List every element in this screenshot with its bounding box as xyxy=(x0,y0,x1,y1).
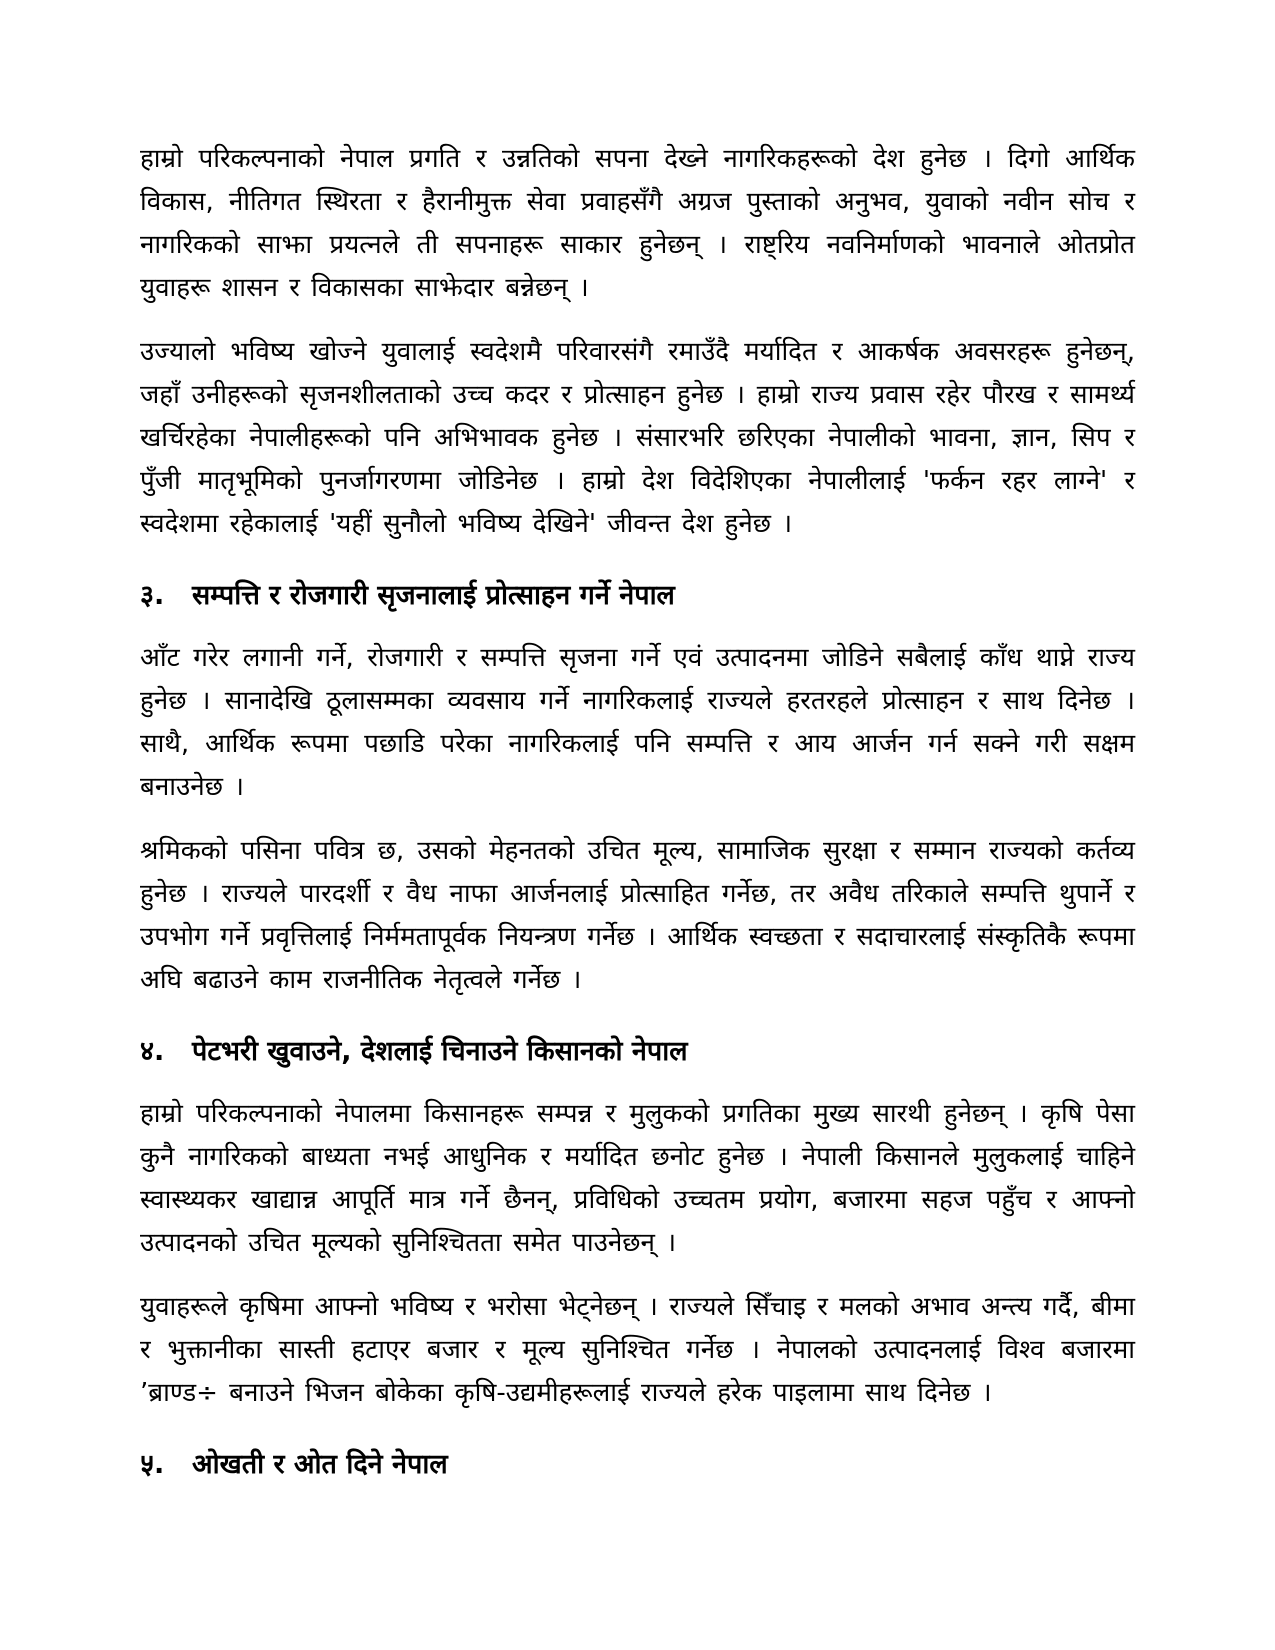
section-4-paragraph-2: युवाहरूले कृषिमा आफ्नो भविष्य र भरोसा भेट्नेछन् । राज्यले सिँचाइ र मलको अभाव अन्त्य गर्दै, बीमा र भुक्तानीका सास्ती हटाएर बजार र मूल्य सुनिश्चित गर्नेछ । नेपालको उत्पादनलाई विश्व बजारमा ’ब्राण्ड÷ बनाउने भिजन बोकेका कृषि-उद्यमीहरूलाई राज्यले हरेक पाइलामा साथ दिनेछ । xyxy=(140,1292,1135,1408)
intro-paragraph-1: हाम्रो परिकल्पनाको नेपाल प्रगति र उन्नतिको सपना देख्ने नागरिकहरूको देश हुनेछ । दिगो आर्थिक विकास, नीतिगत स्थिरता र हैरानीमुक्त सेवा प्रवाहसँगै अग्रज पुस्ताको अनुभव, युवाको नवीन सोच र नागरिकको साझा प्रयत्नले ती सपनाहरू साकार हुनेछन् । राष्ट्रिय नवनिर्माणको भावनाले ओतप्रोत युवाहरू शासन र विकासका साझेदार बन्नेछन् । xyxy=(140,144,1135,303)
section-4-paragraph-1: हाम्रो परिकल्पनाको नेपालमा किसानहरू सम्पन्न र मुलुकको प्रगतिका मुख्य सारथी हुनेछन् । कृषि पेसा कुनै नागरिकको बाध्यता नभई आधुनिक र मर्यादित छनोट हुनेछ । नेपाली किसानले मुलुकलाई चाहिने स्वास्थ्यकर खाद्यान्न आपूर्ति मात्र गर्ने छैनन्, प्रविधिको उच्चतम प्रयोग, बजारमा सहज पहुँच र आफ्नो उत्पादनको उचित मूल्यको सुनिश्चितता समेत पाउनेछन् । xyxy=(140,1099,1135,1258)
section-heading-5 xyxy=(140,1444,1135,1486)
section-heading-4 xyxy=(140,1031,1135,1073)
section-5-number: ५. xyxy=(140,1449,165,1480)
section-3-paragraph-1: आँट गरेर लगानी गर्ने, रोजगारी र सम्पत्ति सृजना गर्ने एवं उत्पादनमा जोडिने सबैलाई काँध थाप्ने राज्य हुनेछ । सानादेखि ठूलासम्मका व्यवसाय गर्ने नागरिकलाई राज्यले हरतरहले प्रोत्साहन र साथ दिनेछ । साथै, आर्थिक रूपमा पछाडि परेका नागरिकलाई पनि सम्पत्ति र आय आर्जन गर्न सक्ने गरी सक्षम बनाउनेछ । xyxy=(140,643,1135,802)
section-3-title: सम्पत्ति र रोजगारी सृजनालाई प्रोत्साहन गर्ने नेपाल xyxy=(192,580,675,611)
intro-paragraph-2: उज्यालो भविष्य खोज्ने युवालाई स्वदेशमै परिवारसंगै रमाउँदै मर्यादित र आकर्षक अवसरहरू हुनेछन्, जहाँ उनीहरूको सृजनशीलताको उच्च कदर र प्रोत्साहन हुनेछ । हाम्रो राज्य प्रवास रहेर पौरख र सामर्थ्य खर्चिरहेका नेपालीहरूको पनि अभिभावक हुनेछ । संसारभरि छरिएका नेपालीको भावना, ज्ञान, सिप र पुँजी मातृभूमिको पुनर्जागरणमा जोडिनेछ । हाम्रो देश विदेशिएका नेपालीलाई 'फर्कन रहर लाग्ने' र स्वदेशमा रहेकालाई 'यहीं सुनौलो भविष्य देखिने' जीवन्त देश हुनेछ । xyxy=(140,337,1135,539)
section-3-paragraph-2: श्रमिकको पसिना पवित्र छ, उसको मेहनतको उचित मूल्य, सामाजिक सुरक्षा र सम्मान राज्यको कर्तव्य हुनेछ । राज्यले पारदर्शी र वैध नाफा आर्जनलाई प्रोत्साहित गर्नेछ, तर अवैध तरिकाले सम्पत्ति थुपार्ने र उपभोग गर्ने प्रवृत्तिलाई निर्ममतापूर्वक नियन्त्रण गर्नेछ । आर्थिक स्वच्छता र सदाचारलाई संस्कृतिकै रूपमा अघि बढाउने काम राजनीतिक नेतृत्वले गर्नेछ । xyxy=(140,836,1135,995)
section-5-title: ओखती र ओत दिने नेपाल xyxy=(192,1449,448,1480)
section-heading-3 xyxy=(140,575,1135,617)
section-3-number: ३. xyxy=(140,580,165,611)
section-4-number: ४. xyxy=(140,1036,165,1067)
section-4-title: पेटभरी खुवाउने, देशलाई चिनाउने किसानको नेपाल xyxy=(192,1036,688,1067)
